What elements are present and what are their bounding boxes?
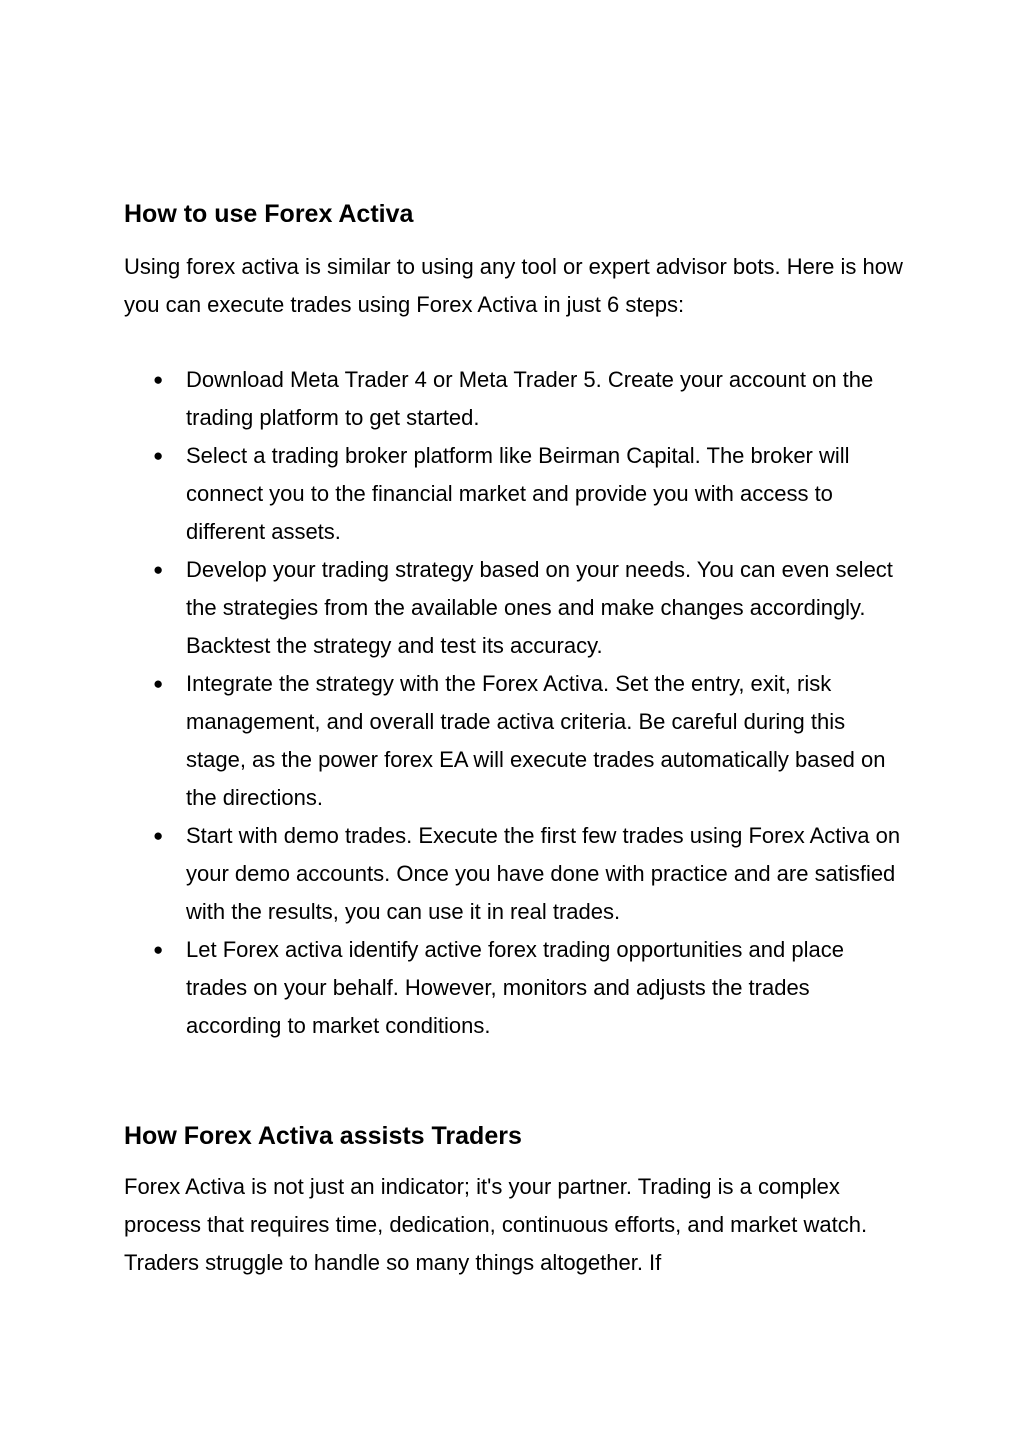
section-body-paragraph: Forex Activa is not just an indicator; it's your partner. Trading is a complex process that requires time, dedication, continuous efforts, and market watch. Traders struggle to handle so many things altogether. If [124, 1174, 868, 1275]
list-item [124, 665, 910, 817]
bullet-icon: ● [153, 560, 164, 579]
step-text: Let Forex activa identify active forex trading opportunities and place trades on your behalf. However, monitors and adjusts the trades according to market conditions. [186, 937, 844, 1038]
section-heading-assists-traders: How Forex Activa assists Traders [124, 1122, 522, 1150]
section-heading-how-to-use: How to use Forex Activa [124, 200, 414, 228]
steps-list [124, 361, 914, 1045]
list-item [124, 931, 910, 1045]
step-text: Integrate the strategy with the Forex Activa. Set the entry, exit, risk management, and overall trade activa criteria. Be careful during this stage, as the power forex EA will execute trades automatically based on the directions. [186, 671, 886, 810]
list-item [124, 437, 910, 551]
bullet-icon: ● [153, 370, 164, 389]
bullet-icon: ● [153, 940, 164, 959]
step-text: Select a trading broker platform like Beirman Capital. The broker will connect you to the financial market and provide you with access to different assets. [186, 443, 850, 544]
step-text: Start with demo trades. Execute the first few trades using Forex Activa on your demo accounts. Once you have done with practice and are satisfied with the results, you can use it in real trades. [186, 823, 901, 924]
section-intro-paragraph: Using forex activa is similar to using any tool or expert advisor bots. Here is how you can execute trades using Forex Activa in just 6 steps: [124, 254, 903, 317]
bullet-icon: ● [153, 446, 164, 465]
bullet-icon: ● [153, 826, 164, 845]
list-item [124, 817, 910, 931]
step-text: Download Meta Trader 4 or Meta Trader 5. Create your account on the trading platform to get started. [186, 367, 874, 430]
list-item [124, 551, 910, 665]
bullet-icon: ● [153, 674, 164, 693]
step-text: Develop your trading strategy based on your needs. You can even select the strategies from the available ones and make changes accordingly. Backtest the strategy and test its accuracy. [186, 557, 893, 658]
list-item [124, 361, 910, 437]
